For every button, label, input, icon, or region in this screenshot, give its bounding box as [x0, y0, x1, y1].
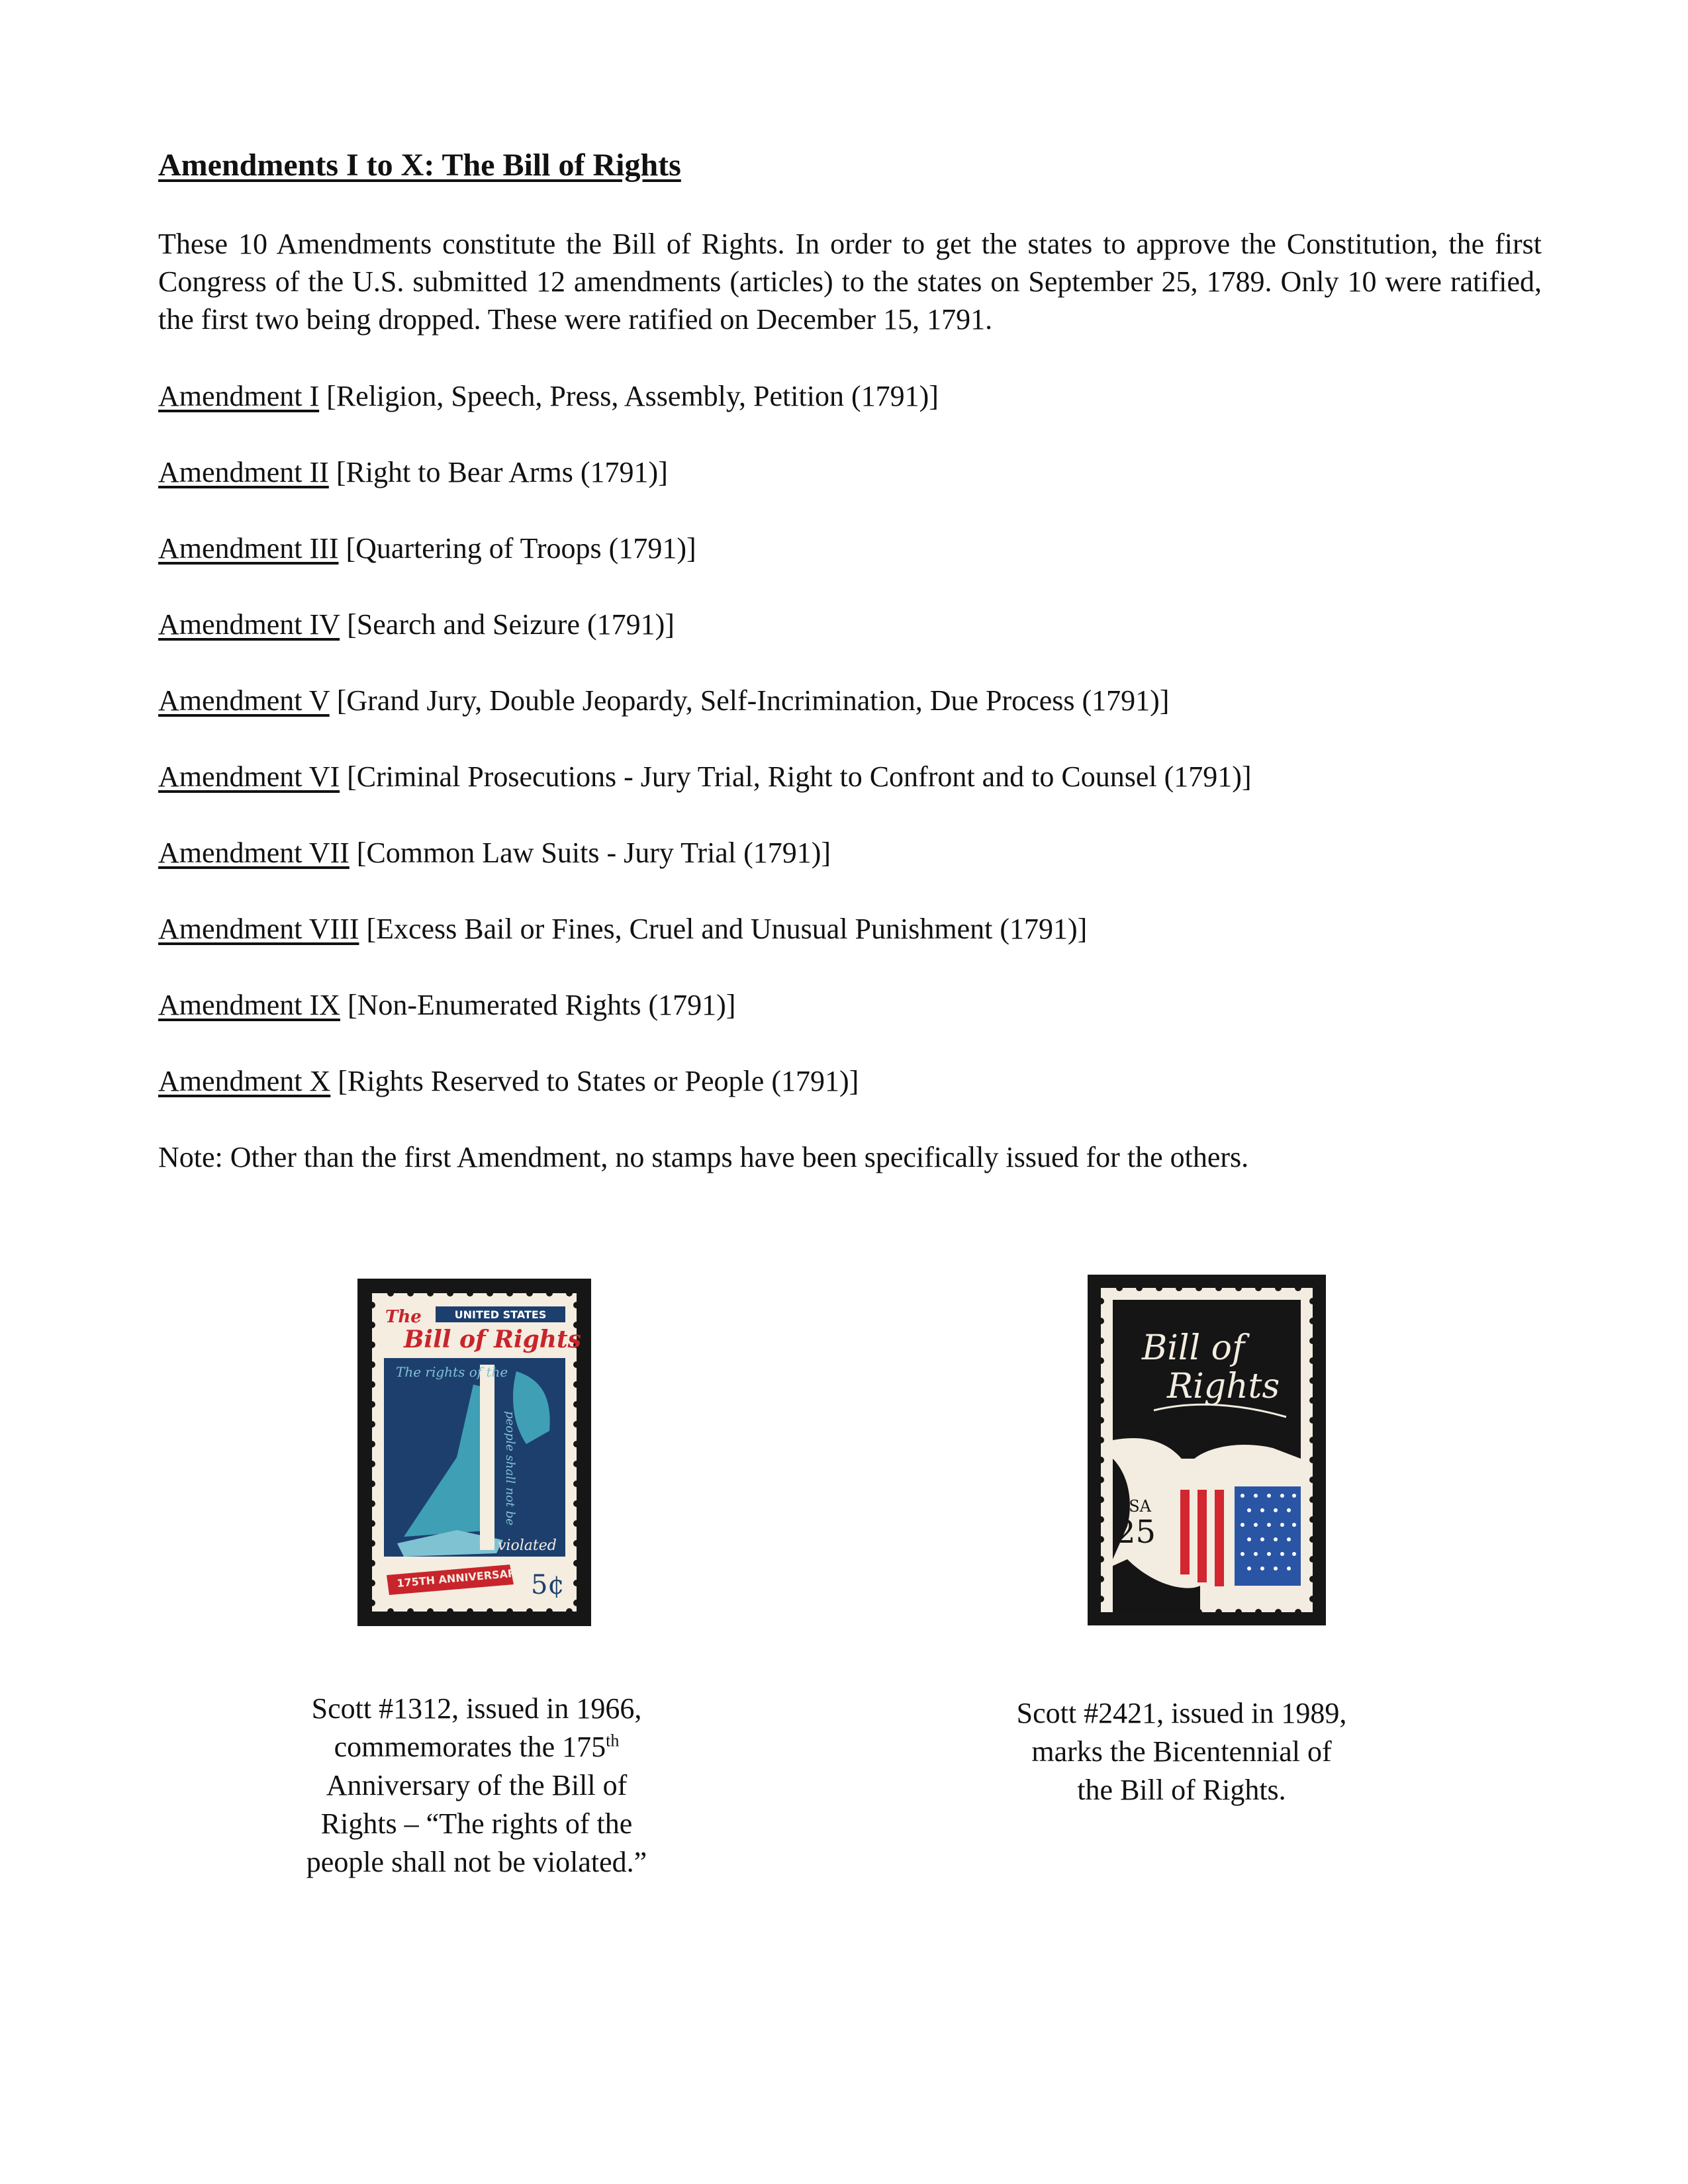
stamps-note: Note: Other than the first Amendment, no stamps have been specifically issued for the others. — [158, 1141, 1249, 1173]
stamp-country-text: UNITED STATES — [454, 1308, 547, 1321]
amendment-description: [Excess Bail or Fines, Cruel and Unusual Punishment (1791)] — [359, 913, 1088, 945]
stamp-anniversary-text: 175TH ANNIVERSARY — [396, 1566, 524, 1590]
caption-text: commemorates the 175 — [334, 1731, 606, 1763]
stamp-the-text: The — [385, 1307, 422, 1327]
intro-paragraph: These 10 Amendments constitute the Bill of Rights. In order to get the states to approve the Constitution, the first Congress of the U.S. submitted 12 amendments (articles) to the states on September 25, 1789. Only 10 were ratified, the first two being dropped. These were ratified on December 15, 1791. — [158, 228, 1542, 336]
list-item — [158, 682, 1252, 758]
stamp-country-text: USA — [1115, 1497, 1151, 1516]
caption-line: Rights – “The rights of the — [320, 1807, 633, 1840]
amendment-name: Amendment VII — [158, 837, 350, 869]
stamp-title-text: Bill of Rights — [404, 1326, 581, 1353]
stamp-1312-caption — [265, 1690, 688, 1882]
amendment-list — [158, 377, 1252, 1138]
caption-line: Anniversary of the Bill of — [326, 1769, 628, 1801]
stamp-2421-caption — [970, 1694, 1393, 1809]
blue-star-field — [1235, 1486, 1301, 1586]
amendment-description: [Right to Bear Arms (1791)] — [328, 456, 668, 488]
amendment-name: Amendment II — [158, 456, 329, 488]
stamp-1312-image — [357, 1279, 591, 1626]
red-stripes-shape — [1180, 1490, 1224, 1586]
amendment-name: Amendment I — [158, 380, 320, 412]
list-item — [158, 834, 1252, 910]
caption-line: the Bill of Rights. — [1077, 1774, 1286, 1806]
amendment-name: Amendment X — [158, 1065, 331, 1097]
stamp-2421-image — [1088, 1275, 1326, 1625]
stamp-title-line1: Bill of — [1142, 1328, 1245, 1368]
stamp-motto-line2: people shall not be — [503, 1411, 517, 1526]
caption-line: people shall not be violated.” — [306, 1846, 647, 1878]
list-item — [158, 377, 1252, 453]
amendment-description: [Common Law Suits - Jury Trial (1791)] — [349, 837, 831, 869]
amendment-name: Amendment IV — [158, 608, 340, 641]
amendment-description: [Non-Enumerated Rights (1791)] — [340, 989, 736, 1021]
caption-line: marks the Bicentennial of — [1031, 1735, 1332, 1768]
amendment-description: [Religion, Speech, Press, Assembly, Petition (1791)] — [319, 380, 939, 412]
divider-bar — [480, 1365, 494, 1550]
list-item — [158, 453, 1252, 529]
amendment-name: Amendment VIII — [158, 913, 359, 945]
list-item — [158, 758, 1252, 834]
stamp-value-text: 5¢ — [531, 1570, 565, 1600]
caption-line: Scott #2421, issued in 1989, — [1016, 1697, 1347, 1729]
amendment-name: Amendment V — [158, 684, 330, 717]
caption-line: Scott #1312, issued in 1966, — [311, 1692, 642, 1725]
list-item — [158, 1062, 1252, 1138]
stamp-value-text: 25 — [1115, 1514, 1156, 1551]
stamp-motto-line1: The rights of the — [396, 1364, 508, 1380]
ordinal-suffix: th — [606, 1731, 620, 1751]
stamp-motto-line3: violated — [498, 1537, 557, 1554]
amendment-description: [Grand Jury, Double Jeopardy, Self-Incrimination, Due Process (1791)] — [329, 684, 1170, 717]
amendment-description: [Quartering of Troops (1791)] — [338, 532, 696, 565]
caption-line — [265, 1728, 688, 1766]
list-item — [158, 986, 1252, 1062]
stamp-title-line2: Rights — [1167, 1367, 1280, 1406]
amendment-description: [Search and Seizure (1791)] — [340, 608, 675, 641]
amendment-description: [Criminal Prosecutions - Jury Trial, Right to Confront and to Counsel (1791)] — [340, 760, 1252, 793]
list-item — [158, 910, 1252, 986]
amendment-name: Amendment VI — [158, 760, 340, 793]
list-item — [158, 529, 1252, 606]
amendment-name: Amendment III — [158, 532, 339, 565]
list-item — [158, 606, 1252, 682]
page-heading: Amendments I to X: The Bill of Rights — [158, 148, 681, 183]
amendment-name: Amendment IX — [158, 989, 340, 1021]
amendment-description: [Rights Reserved to States or People (1791)] — [330, 1065, 859, 1097]
